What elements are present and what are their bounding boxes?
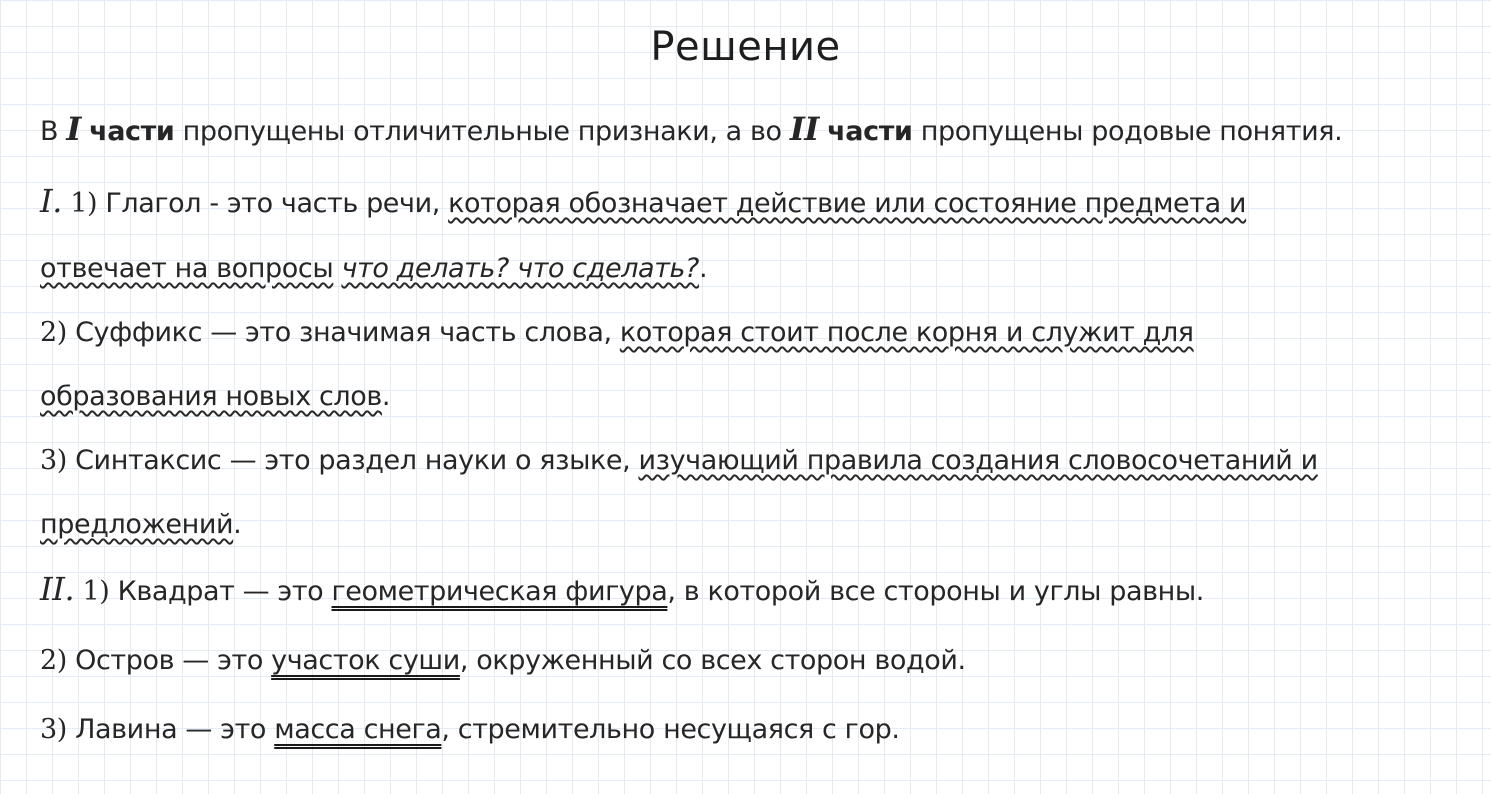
section2-item3-genus: масса снега [274,714,442,745]
section1-item3-period: . [233,509,242,540]
section1-item1-period: . [698,253,708,284]
section2-item3-after: , стремительно несущаяся с гор. [441,714,900,745]
section2-item3-line [40,713,900,747]
section1-item2-line1 [40,316,1194,350]
section1-item3-feature-part1: изучающий правила создания словосочетаний и [638,445,1318,476]
section1-item3-number: 3) [40,445,67,476]
section1-item2-definiendum: Суффикс — это значимая часть слова, [75,317,612,348]
section2-item3-before: Лавина — это [75,714,267,745]
section2-roman: II. [40,570,75,608]
section1-item1-feature-part1: которая обозначает действие или состояние предмета и [448,188,1247,219]
intro-v: В [40,116,59,147]
section1-item2-period: . [381,381,391,412]
intro-roman-one: I [66,110,81,148]
section1-item3-definiendum: Синтаксис — это раздел науки о языке, [75,445,631,476]
page-title: Решение [650,24,841,70]
section1-item3-line2 [40,508,241,542]
section1-item1-feature-part2: отвечает на вопросы [40,253,334,284]
intro-end: пропущены родовые понятия. [920,116,1343,147]
section1-item2-line2 [40,380,390,414]
section2-item1-genus: геометрическая фигура [331,576,668,607]
intro-part-one: части [89,116,175,147]
section1-item3-feature-part2: предложений [40,509,234,540]
section1-item1-line2 [40,252,707,286]
section1-item2-number: 2) [40,317,67,348]
section2-item1-line [40,572,1204,609]
section1-item1-questions: что делать? что сделать? [341,253,699,284]
section1-item1-number: 1) [70,188,98,219]
section2-item2-before: Остров — это [75,645,263,676]
section2-item1-after: , в которой все стороны и углы равны. [667,576,1204,607]
section2-item2-after: , окруженный со всех сторон водой. [459,645,966,676]
section2-item1-before: Квадрат — это [117,576,324,607]
section1-item2-feature-part1: которая стоит после корня и служит для [619,317,1194,348]
section2-item2-genus: участок суши [271,645,460,676]
intro-roman-two: II [789,110,819,148]
intro-middle: пропущены отличительные признаки, а во [182,116,782,147]
section1-item2-feature-part2: образования новых слов [40,381,382,412]
section1-roman: I. [40,182,63,220]
intro-part-two: части [827,116,913,147]
section1-item1-line1 [40,184,1246,221]
section2-item2-line [40,644,966,678]
section2-item1-number: 1) [82,576,110,607]
section2-item3-number: 3) [40,714,67,745]
section1-item1-definiendum: Глагол - это часть речи, [105,188,440,219]
intro-line [40,112,1342,149]
section2-item2-number: 2) [40,645,67,676]
section1-item3-line1 [40,444,1318,478]
